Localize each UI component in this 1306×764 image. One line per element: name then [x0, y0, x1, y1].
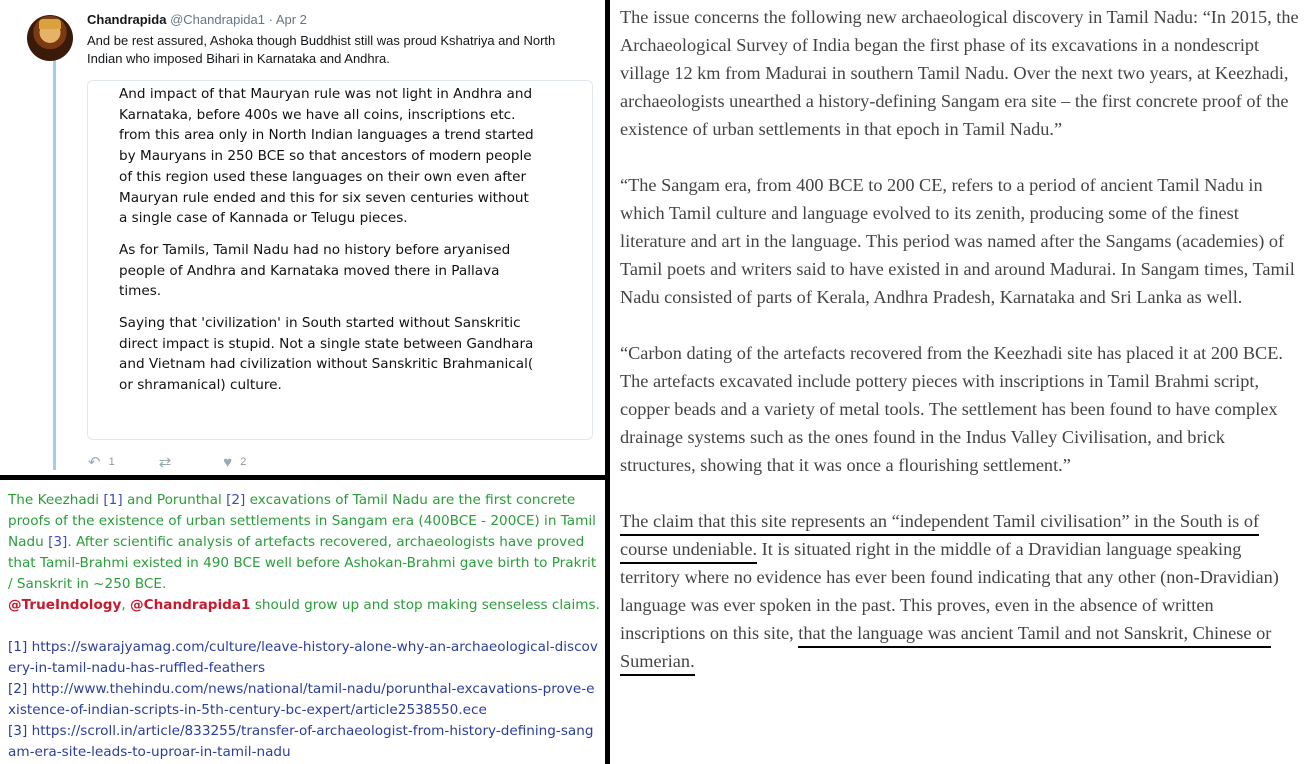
quoted-paragraph: Saying that 'civilization' in South started without Sanskritic direct impact is stupid. Not a single state between Gandhara and Vietnam had civilization without Sanskritic Brahmanical( or shramanical) culture.: [119, 315, 534, 394]
tweet-header: [87, 12, 307, 27]
reply-icon: ↶: [88, 454, 101, 471]
note-text: . After scientific analysis of artefacts recovered, archaeologists have proved that Tamil-Brahmi existed in 490 BCE well before Ashokan-Brahmi gave birth to Prakrit / Sanskrit in ~250 BCE.: [8, 534, 597, 592]
reference-url-1[interactable]: [1] https://swarajyamag.com/culture/leave-history-alone-why-an-archaeological-discovery-in-tamil-nadu-has-ruffled-feathers: [8, 639, 598, 676]
quoted-paragraph: And impact of that Mauryan rule was not light in Andhra and Karnataka, before 400s we have all coins, inscriptions etc. from this area only in North Indian languages a trend started by Mauryans in 250 BCE so that ancestors of modern people of this region used these languages on their own even after Mauryan rule ended and this for six seven centuries without a single case of Kannada or Telugu pieces.: [119, 86, 534, 227]
reply-button[interactable]: [88, 453, 115, 471]
author-name[interactable]: Chandrapida: [87, 12, 167, 27]
rebuttal-note: [8, 490, 600, 763]
note-mentions: [8, 595, 600, 616]
author-handle[interactable]: @Chandrapida1: [170, 12, 265, 27]
tweet-panel: [0, 0, 605, 475]
tweet-text: And be rest assured, Ashoka though Buddhist still was proud Kshatriya and North Indian who imposed Bihari in Karnataka and Andhra.: [87, 33, 556, 66]
article-text: [620, 3, 1300, 675]
reference-link-2[interactable]: [2]: [226, 492, 246, 508]
reference-list: [8, 637, 600, 763]
note-text: should grow up and stop making senseless claims.: [250, 597, 600, 613]
article-excerpt-panel: [610, 0, 1306, 764]
retweet-button[interactable]: [159, 453, 180, 471]
mention-trueindology[interactable]: @TrueIndology: [8, 597, 122, 613]
note-paragraph: [8, 490, 600, 595]
avatar[interactable]: [27, 15, 73, 61]
reference-link-1[interactable]: [1]: [103, 492, 123, 508]
like-count: 2: [240, 456, 247, 468]
article-paragraph-4: [620, 507, 1300, 675]
note-text: The Keezhadi: [8, 492, 104, 508]
like-button[interactable]: [223, 454, 246, 471]
quoted-paragraph: As for Tamils, Tamil Nadu had no history before aryanised people of Andhra and Karnataka moved there in Pallava times.: [119, 241, 511, 300]
reply-count: 1: [108, 456, 115, 468]
note-text: ,: [121, 597, 131, 613]
thread-line: [53, 58, 56, 470]
tweet-actions: [88, 453, 290, 471]
tweet-date[interactable]: Apr 2: [275, 12, 307, 27]
separator: ·: [268, 12, 273, 27]
reference-link-3[interactable]: [3]: [48, 534, 68, 550]
underlined-conclusion: that the language was ancient Tamil and not Sanskrit, Chinese or Sumerian.: [620, 623, 1271, 676]
quoted-image-card[interactable]: [87, 80, 593, 440]
underlined-claim: The claim that this site represents an “independent Tamil civilisation” in the South is of course undeniable.: [620, 511, 1259, 564]
retweet-icon: ⇄: [158, 454, 172, 471]
rebuttal-note-panel: [0, 480, 605, 764]
heart-icon: ♥: [223, 453, 233, 471]
article-paragraph-2: “The Sangam era, from 400 BCE to 200 CE, refers to a period of ancient Tamil Nadu in which Tamil culture and language evolved to its zenith, producing some of the finest literature and art in the language. This period was named after the Sangams (academies) of Tamil poets and writers said to have existed in and around Madurai. In Sangam times, Tamil Nadu consisted of parts of Kerala, Andhra Pradesh, Karnataka and Sri Lanka as well.: [620, 175, 1295, 307]
article-text-span: It is situated right in the middle of a Dravidian language speaking territory where no evidence has ever been found indicating that any other (non-Dravidian) language was ever spoken in the past. This proves, even in the absence of written inscriptions on this site,: [620, 539, 1279, 643]
article-paragraph-3: “Carbon dating of the artefacts recovered from the Keezhadi site has placed it at 200 BCE. The artefacts excavated include pottery pieces with inscriptions in Tamil Brahmi script, copper beads and a variety of metal tools. The settlement has been found to have complex drainage systems such as the ones found in the Indus Valley Civilisation, and brick structures, showing that it was once a flourishing settlement.”: [620, 343, 1283, 475]
note-text: and Porunthal: [122, 492, 227, 508]
note-text: excavations of Tamil Nadu are the first concrete proofs of the existence of urban settlements in Sangam era (400BCE - 200CE) in Tamil Nadu: [8, 492, 596, 550]
article-paragraph-1: The issue concerns the following new archaeological discovery in Tamil Nadu: “In 2015, the Archaeological Survey of India began the first phase of its excavations in a nondescript village 12 km from Madurai in southern Tamil Nadu. Over the next two years, at Keezhadi, archaeologists unearthed a history-defining Sangam era site – the first concrete proof of the existence of urban settlements in that epoch in Tamil Nadu.”: [620, 7, 1299, 139]
reference-url-3[interactable]: [3] https://scroll.in/article/833255/transfer-of-archaeologist-from-history-defining-sangam-era-site-leads-to-uproar-in-tamil-nadu: [8, 723, 594, 760]
reference-url-2[interactable]: [2] http://www.thehindu.com/news/national/tamil-nadu/porunthal-excavations-prove-existence-of-indian-scripts-in-5th-century-bc-expert/article2538550.ece: [8, 681, 595, 718]
mention-chandrapida[interactable]: @Chandrapida1: [130, 597, 251, 613]
